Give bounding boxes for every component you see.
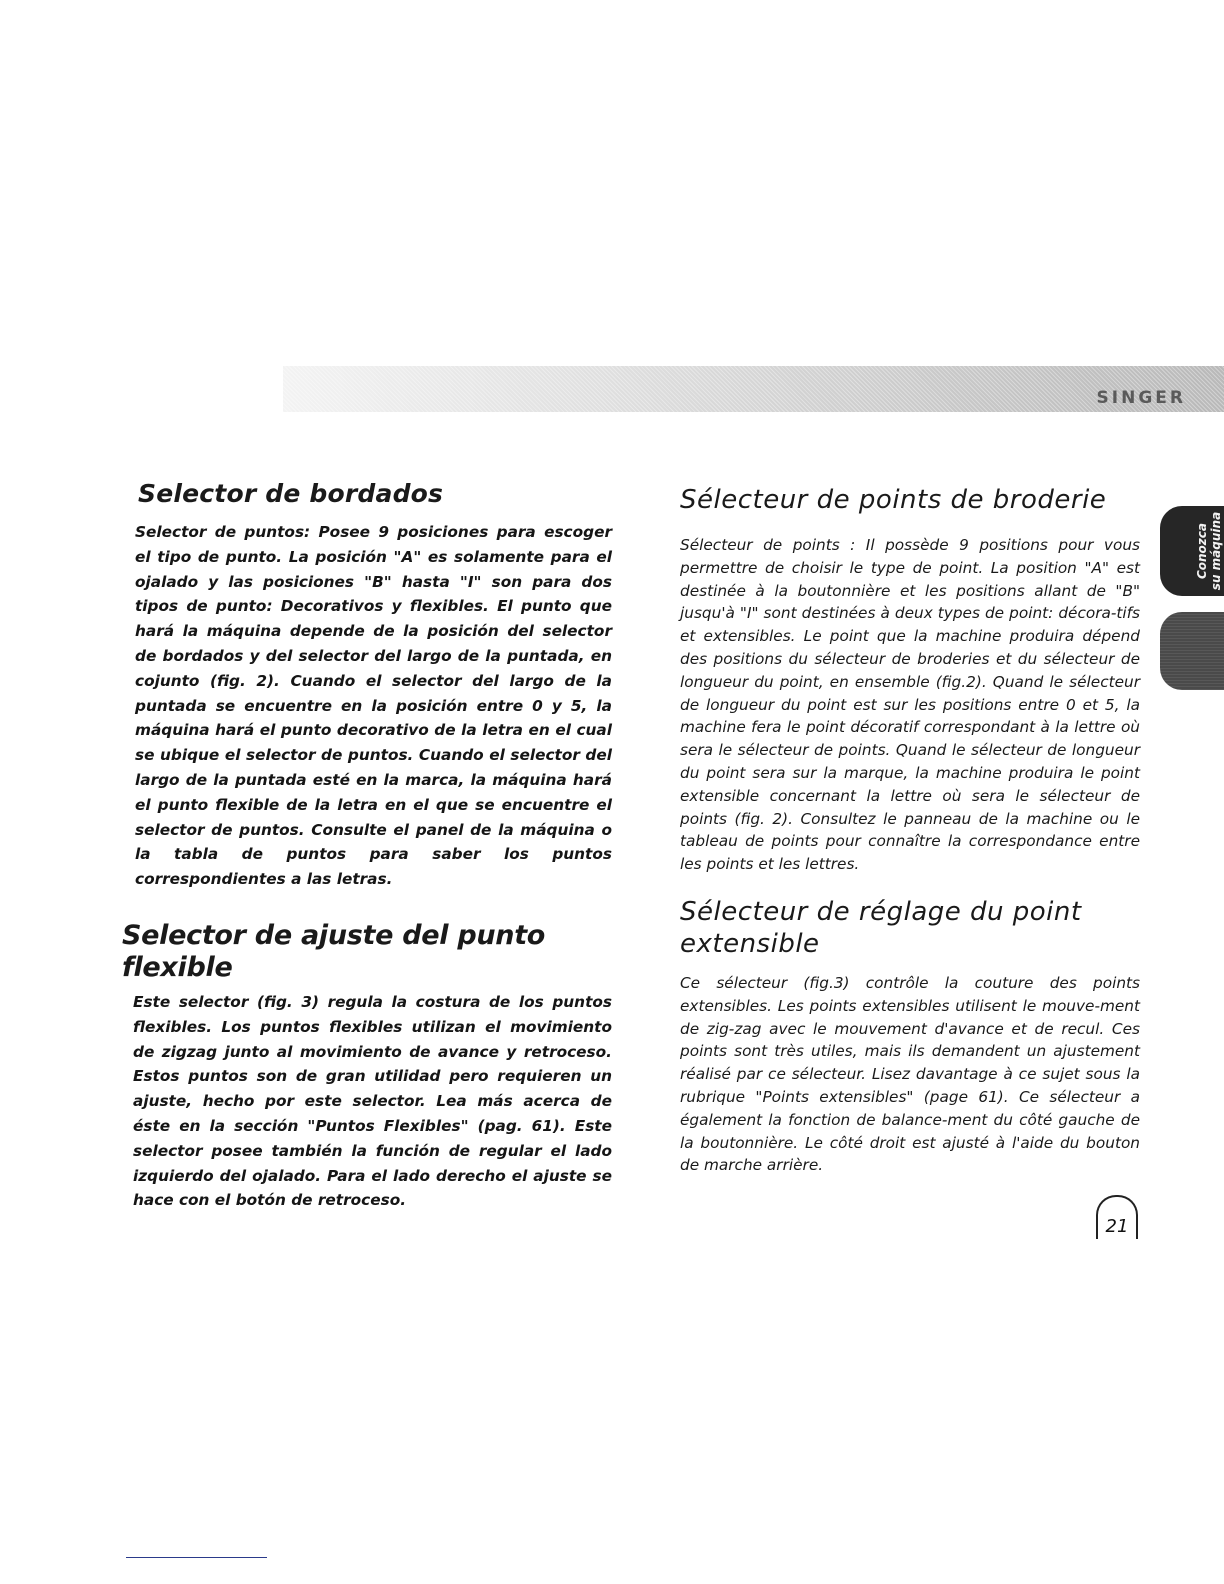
side-tab-line2: su máquina xyxy=(1209,511,1223,591)
fr-section1-title: Sélecteur de points de broderie xyxy=(680,485,1107,515)
french-column xyxy=(680,484,1140,1177)
header-band xyxy=(283,366,1224,412)
footnote-rule xyxy=(126,1557,267,1558)
side-tab-conozca[interactable] xyxy=(1160,506,1224,596)
fr-section1-body: Sélecteur de points : Il possède 9 positions pour vous permettre de choisir le type de point. La position "A" est destinée à la boutonnière et les positions allant de "B" jusqu'à "I" sont destinées à deux types de point: décora-tifs et extensibles. Le point que la machine produira dépend des positions du sélecteur de broderies et du sélecteur de longueur du point, en ensemble (fig.2). Quand le sélecteur de longueur du point est sur les positions entre 0 et 5, la machine fera le point décoratif correspondant à la lettre où sera le sélecteur de points. Quand le sélecteur de longueur du point sera sur la marque, la machine produira le point extensible concernant la lettre où sera le sélecteur de points (fig. 2). Consultez le panneau de la machine ou le tableau de points pour connaître la correspondance entre les points et les lettres. xyxy=(680,536,1140,874)
fr-section2-title: Sélecteur de réglage du point extensible xyxy=(680,896,1082,959)
es-section2-body: Este selector (fig. 3) regula la costura de los puntos flexibles. Los puntos flexibles utilizan el movimiento de zigzag junto al movimiento de avance y retroceso. Estos puntos son de gran utilidad pero requieren un ajuste, hecho por este selector. Lea más acerca de éste en la sección "Puntos Flexibles" (pag. 61). Este selector posee también la función de regular el lado izquierdo del ojalado. Para el lado derecho el ajuste se hace con el botón de retroceso. xyxy=(133,992,612,1210)
brand-logo: SINGER xyxy=(1096,388,1186,408)
side-tab-line1: Conozca xyxy=(1195,522,1209,580)
side-tab-label xyxy=(1177,506,1224,596)
es-section2-title: Selector de ajuste del punto flexible xyxy=(122,919,546,983)
fr-section2-body: Ce sélecteur (fig.3) contrôle la couture des points extensibles. Les points extensibles utilisent le mouve-ment de zig-zag avec le mouvement d'avance et de recul. Ces points sont très utiles, mais ils demandent un ajustement réalisé par ce sélecteur. Lisez davantage à ce sujet sous la rubrique "Points extensibles" (page 61). Ce sélecteur a également la fonction de balance-ment du côté gauche de la boutonnière. Le côté droit est ajusté à l'aide du bouton de marche arrière. xyxy=(680,973,1140,1175)
page-number: 21 xyxy=(1096,1195,1138,1239)
side-tab-next[interactable] xyxy=(1160,612,1224,690)
spanish-column xyxy=(122,478,612,1213)
es-section1-body: Selector de puntos: Posee 9 posiciones para escoger el tipo de punto. La posición "A" es solamente para el ojalado y las posiciones "B" hasta "I" son para dos tipos de punto: Decorativos y flexibles. El punto que hará la máquina depende de la posición del selector de bordados y del selector del largo de la puntada, en cojunto (fig. 2). Cuando el selector del largo de la puntada se encuentre en la posición entre 0 y 5, la máquina hará el punto decorativo de la letra en el cual se ubique el selector de puntos. Cuando el selector del largo de la puntada esté en la marca, la máquina hará el punto flexible de la letra en el que se encuentre el selector de puntos. Consulte el panel de la máquina o la tabla de puntos para saber los puntos correspondientes a las letras. xyxy=(135,523,612,889)
es-section1-title: Selector de bordados xyxy=(138,479,444,508)
